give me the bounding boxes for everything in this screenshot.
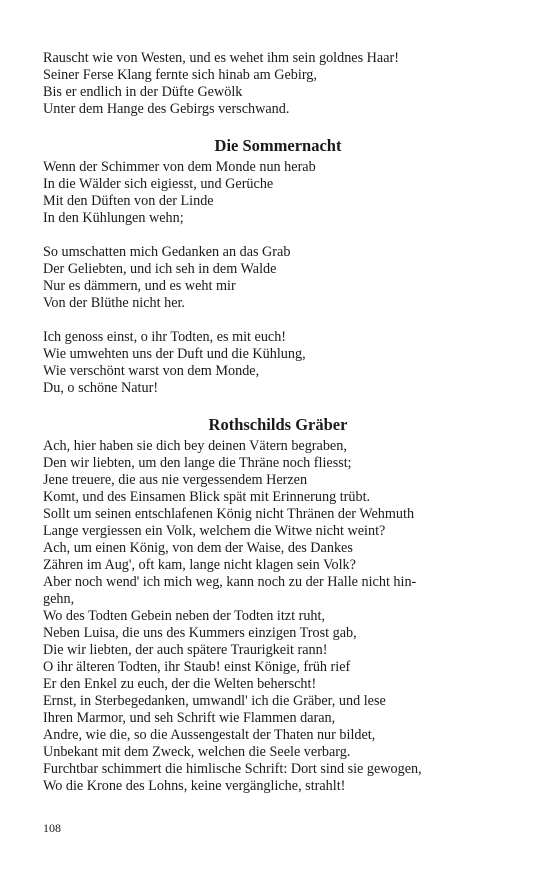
poem2-body (43, 438, 513, 795)
verse-line: Unbekant mit dem Zweck, welchen die Seele verbarg. (43, 744, 351, 760)
verse-line: Mit den Düften von der Linde (43, 193, 214, 209)
verse-line: Rauscht wie von Westen, und es wehet ihm sein goldnes Haar! (43, 50, 399, 66)
verse-line: Wie umwehten uns der Duft und die Kühlung, (43, 346, 306, 362)
verse-line: Von der Blüthe nicht her. (43, 295, 185, 311)
verse-line: Ernst, in Sterbegedanken, umwandl' ich die Gräber, und lese (43, 693, 386, 709)
verse-line: Unter dem Hange des Gebirgs verschwand. (43, 101, 290, 117)
poem1-stanza-3 (43, 329, 513, 397)
verse-line: Wie verschönt warst von dem Monde, (43, 363, 260, 379)
verse-line: So umschatten mich Gedanken an das Grab (43, 244, 291, 260)
poem-title: Rothschilds Gräber (208, 415, 348, 434)
verse-line: Lange vergiessen ein Volk, welchem die Witwe nicht weint? (43, 523, 386, 539)
verse-line: O ihr älteren Todten, ihr Staub! einst Könige, früh rief (43, 659, 351, 675)
verse-line: Seiner Ferse Klang fernte sich hinab am Gebirg, (43, 67, 317, 83)
verse-line: Sollt um seinen entschlafenen König nicht Thränen der Wehmuth (43, 506, 415, 522)
verse-line: Ach, hier haben sie dich bey deinen Vätern begraben, (43, 438, 347, 454)
verse-line: Ihren Marmor, und seh Schrift wie Flammen daran, (43, 710, 336, 726)
verse-line: Den wir liebten, um den lange die Thräne noch fliesst; (43, 455, 352, 471)
poem-title: Die Sommernacht (214, 136, 342, 155)
verse-line: Ich genoss einst, o ihr Todten, es mit euch! (43, 329, 287, 345)
verse-line: Die wir liebten, der auch spätere Traurigkeit rann! (43, 642, 328, 658)
page-number: 108 (43, 821, 61, 835)
verse-line: Du, o schöne Natur! (43, 380, 159, 396)
verse-line: Wo des Todten Gebein neben der Todten itzt ruht, (43, 608, 325, 624)
verse-line: gehn, (43, 591, 75, 607)
verse-line: In die Wälder sich eigiesst, und Gerüche (43, 176, 274, 192)
verse-line: Zähren im Aug', oft kam, lange nicht klagen sein Volk? (43, 557, 356, 573)
verse-line: Wenn der Schimmer von dem Monde nun herab (43, 159, 316, 175)
verse-line: In den Kühlungen wehn; (43, 210, 184, 226)
intro-stanza (43, 50, 513, 118)
verse-line: Der Geliebten, und ich seh in dem Walde (43, 261, 277, 277)
verse-line: Neben Luisa, die uns des Kummers einzigen Trost gab, (43, 625, 357, 641)
verse-line: Furchtbar schimmert die himlische Schrift: Dort sind sie gewogen, (43, 761, 422, 777)
poem1-stanza-1 (43, 159, 513, 227)
verse-line: Er den Enkel zu euch, der die Welten beherscht! (43, 676, 317, 692)
verse-line: Andre, wie die, so die Aussengestalt der Thaten nur bildet, (43, 727, 376, 743)
page-body (43, 50, 513, 795)
verse-line: Aber noch wend' ich mich weg, kann noch zu der Halle nicht hin- (43, 574, 417, 590)
verse-line: Ach, um einen König, von dem der Waise, des Dankes (43, 540, 353, 556)
verse-line: Wo die Krone des Lohns, keine vergängliche, strahlt! (43, 778, 346, 794)
verse-line: Komt, und des Einsamen Blick spät mit Erinnerung trübt. (43, 489, 371, 505)
verse-line: Nur es dämmern, und es weht mir (43, 278, 236, 294)
poem1-stanza-2 (43, 244, 513, 312)
verse-line: Jene treuere, die aus nie vergessendem Herzen (43, 472, 308, 488)
verse-line: Bis er endlich in der Düfte Gewölk (43, 84, 243, 100)
